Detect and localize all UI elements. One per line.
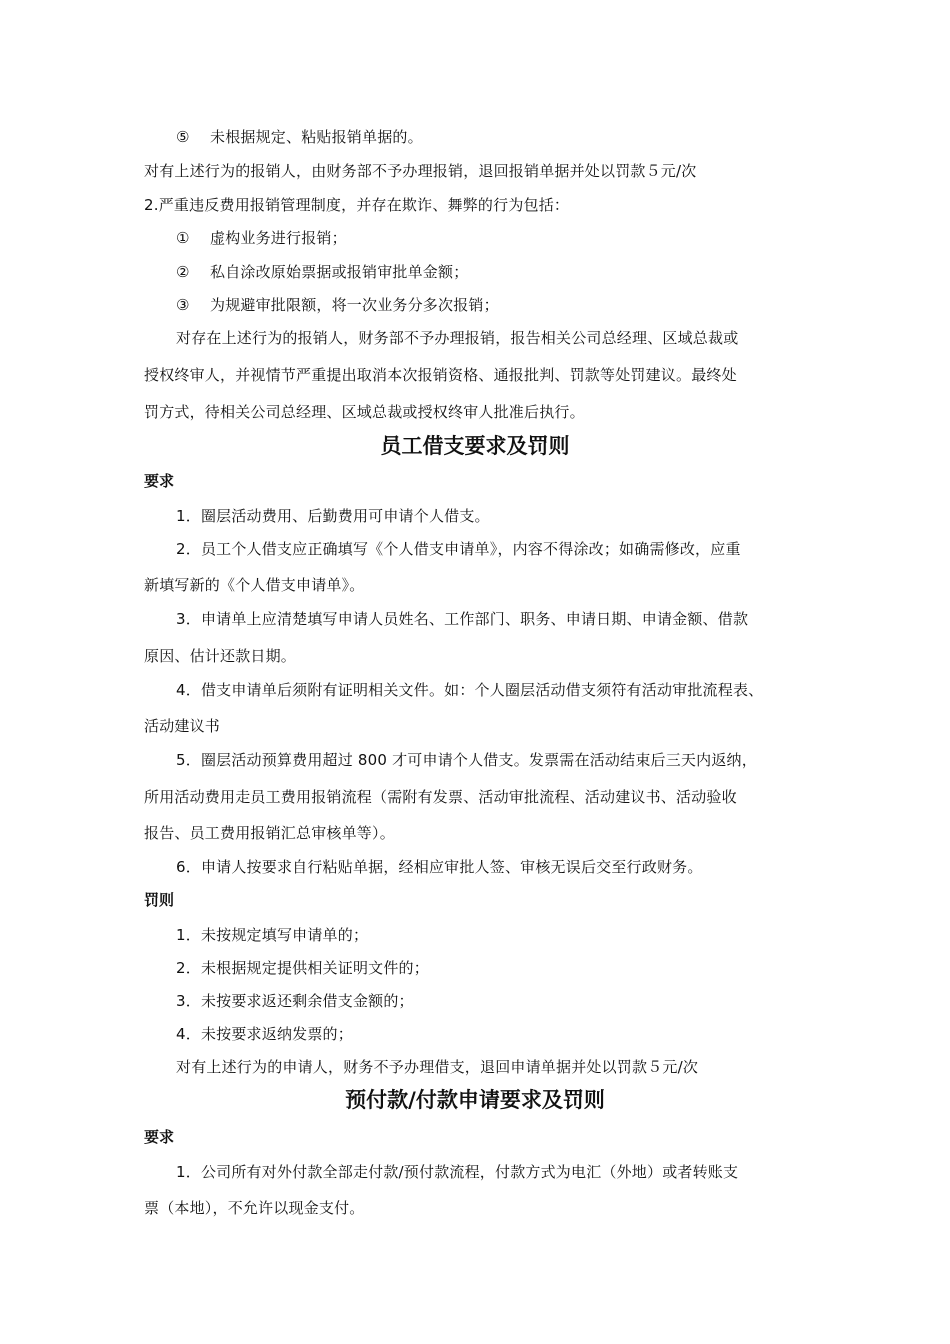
- requirement-line: 6．申请人按要求自行粘贴单据，经相应审批人签、审核无误后交至行政财务。: [176, 858, 703, 876]
- penalty-line: 2．未根据规定提供相关证明文件的；: [176, 959, 429, 977]
- rule-2-heading: 2.严重违反费用报销管理制度，并存在欺诈、舞弊的行为包括：: [144, 196, 570, 214]
- requirement-line: 2．员工个人借支应正确填写《个人借支申请单》，内容不得涂改；如确需修改，应重: [176, 540, 741, 558]
- requirement-line: 4．借支申请单后须附有证明相关文件。如：个人圈层活动借支须符有活动审批流程表、: [176, 681, 764, 699]
- requirements-label: 要求: [144, 1128, 175, 1146]
- requirement-line: 活动建议书: [144, 717, 221, 735]
- item-text: 虚构业务进行报销；: [210, 229, 347, 247]
- list-item-3: [176, 295, 866, 315]
- list-item-1: [176, 228, 866, 248]
- requirement-line: 票（本地），不允许以现金支付。: [144, 1199, 365, 1217]
- item-number: ②: [176, 263, 190, 281]
- item-text: 未根据规定、粘贴报销单据的。: [210, 128, 423, 146]
- paragraph-line: 罚方式，待相关公司总经理、区域总裁或授权终审人批准后执行。: [144, 403, 585, 421]
- requirement-line: 1．圈层活动费用、后勤费用可申请个人借支。: [176, 507, 490, 525]
- penalty-line: 4．未按要求返纳发票的；: [176, 1025, 353, 1043]
- item-number: ③: [176, 296, 190, 314]
- requirement-line: 所用活动费用走员工费用报销流程（需附有发票、活动审批流程、活动建议书、活动验收: [144, 788, 737, 806]
- item-number: ⑤: [176, 128, 190, 146]
- item-text: 私自涂改原始票据或报销审批单金额；: [210, 263, 469, 281]
- requirement-line: 原因、估计还款日期。: [144, 647, 297, 665]
- paragraph-line: 对存在上述行为的报销人，财务部不予办理报销，报告相关公司总经理、区域总裁或: [176, 329, 739, 347]
- penalty-line: 3．未按要求返还剩余借支金额的；: [176, 992, 414, 1010]
- penalty-text: 对有上述行为的报销人，由财务部不予办理报销，退回报销单据并处以罚款５元/次: [144, 162, 697, 180]
- list-item-2: [176, 262, 866, 282]
- list-item-5: [176, 127, 866, 147]
- requirements-label: 要求: [144, 472, 175, 490]
- requirement-line: 新填写新的《个人借支申请单》。: [144, 576, 365, 594]
- penalty-note: 对有上述行为的申请人，财务不予办理借支，退回申请单据并处以罚款５元/次: [176, 1058, 699, 1076]
- requirement-line: 报告、员工费用报销汇总审核单等）。: [144, 824, 395, 842]
- section-title: 员工借支要求及罚则: [380, 434, 570, 458]
- item-text: 为规避审批限额，将一次业务分多次报销；: [210, 296, 499, 314]
- penalty-line: 1．未按规定填写申请单的；: [176, 926, 369, 944]
- item-number: ①: [176, 229, 190, 247]
- penalties-label: 罚则: [144, 891, 175, 909]
- requirement-line: 1．公司所有对外付款全部走付款/预付款流程，付款方式为电汇（外地）或者转账支: [176, 1163, 739, 1181]
- requirement-line: 3．申请单上应清楚填写申请人员姓名、工作部门、职务、申请日期、申请金额、借款: [176, 610, 749, 628]
- section-title: 预付款/付款申请要求及罚则: [345, 1088, 605, 1112]
- paragraph-line: 授权终审人，并视情节严重提出取消本次报销资格、通报批判、罚款等处罚建议。最终处: [144, 366, 737, 384]
- requirement-line: 5．圈层活动预算费用超过 800 才可申请个人借支。发票需在活动结束后三天内返纳，: [176, 751, 757, 769]
